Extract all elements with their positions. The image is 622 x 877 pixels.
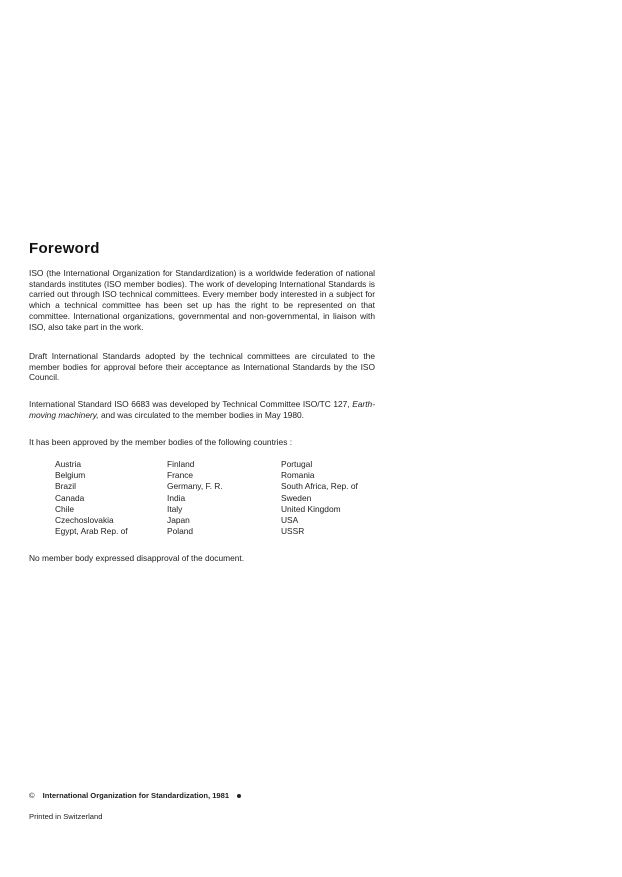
country-column-2	[167, 459, 223, 537]
country-item: Czechoslovakia	[55, 515, 114, 526]
standard-origin-text: International Standard ISO 6683 was developed by Technical Committee ISO/TC 127,	[29, 399, 353, 409]
copyright-line	[29, 791, 241, 800]
country-item: Egypt, Arab Rep. of	[55, 526, 128, 537]
country-item: Germany, F. R.	[167, 481, 223, 492]
foreword-heading: Foreword	[29, 240, 100, 257]
country-item: USSR	[281, 526, 305, 537]
country-item: Chile	[55, 503, 75, 514]
country-item: Brazil	[55, 481, 76, 492]
copyright-icon: ©	[29, 791, 35, 800]
country-item: United Kingdom	[281, 503, 341, 514]
country-item: USA	[281, 515, 299, 526]
printed-in-note: Printed in Switzerland	[29, 812, 103, 821]
committee-title: Earth-moving machinery,	[29, 399, 375, 420]
paragraph-standard-origin	[29, 399, 375, 420]
country-item: Italy	[167, 503, 183, 514]
country-item: Canada	[55, 492, 85, 503]
country-column-1	[55, 459, 128, 537]
country-item: Poland	[167, 526, 194, 537]
country-item: Japan	[167, 515, 190, 526]
paragraph-iso-intro: ISO (the International Organization for Standardization) is a worldwide federation of national standards institutes (ISO member bodies). The work of developing International Standards is carried out through ISO technical committees. Every member body interested in a subject for which a technical committee has been set up has the right to be represented on that committee. International organizations, governmental and non-governmental, in liaison with ISO, also take part in the work.	[29, 268, 375, 332]
country-item: France	[167, 470, 194, 481]
paragraph-no-disapproval: No member body expressed disapproval of the document.	[29, 553, 245, 563]
country-item: Romania	[281, 470, 315, 481]
country-item: India	[167, 492, 186, 503]
copyright-text: International Organization for Standardization, 1981	[42, 791, 230, 800]
paragraph-approval: It has been approved by the member bodies of the following countries :	[29, 437, 293, 447]
country-item: Sweden	[281, 492, 312, 503]
country-item: Belgium	[55, 470, 86, 481]
bullet-dot-icon	[237, 794, 241, 798]
country-item: South Africa, Rep. of	[281, 481, 358, 492]
standard-origin-text-end: and was circulated to the member bodies in May 1980.	[98, 409, 304, 420]
paragraph-draft-standards: Draft International Standards adopted by the technical committees are circulated to the member bodies for approval before their acceptance as International Standards by the ISO Council.	[29, 351, 375, 383]
country-item: Portugal	[281, 459, 313, 469]
country-column-3	[281, 459, 358, 537]
country-item: Austria	[55, 459, 82, 469]
country-item: Finland	[167, 459, 195, 469]
